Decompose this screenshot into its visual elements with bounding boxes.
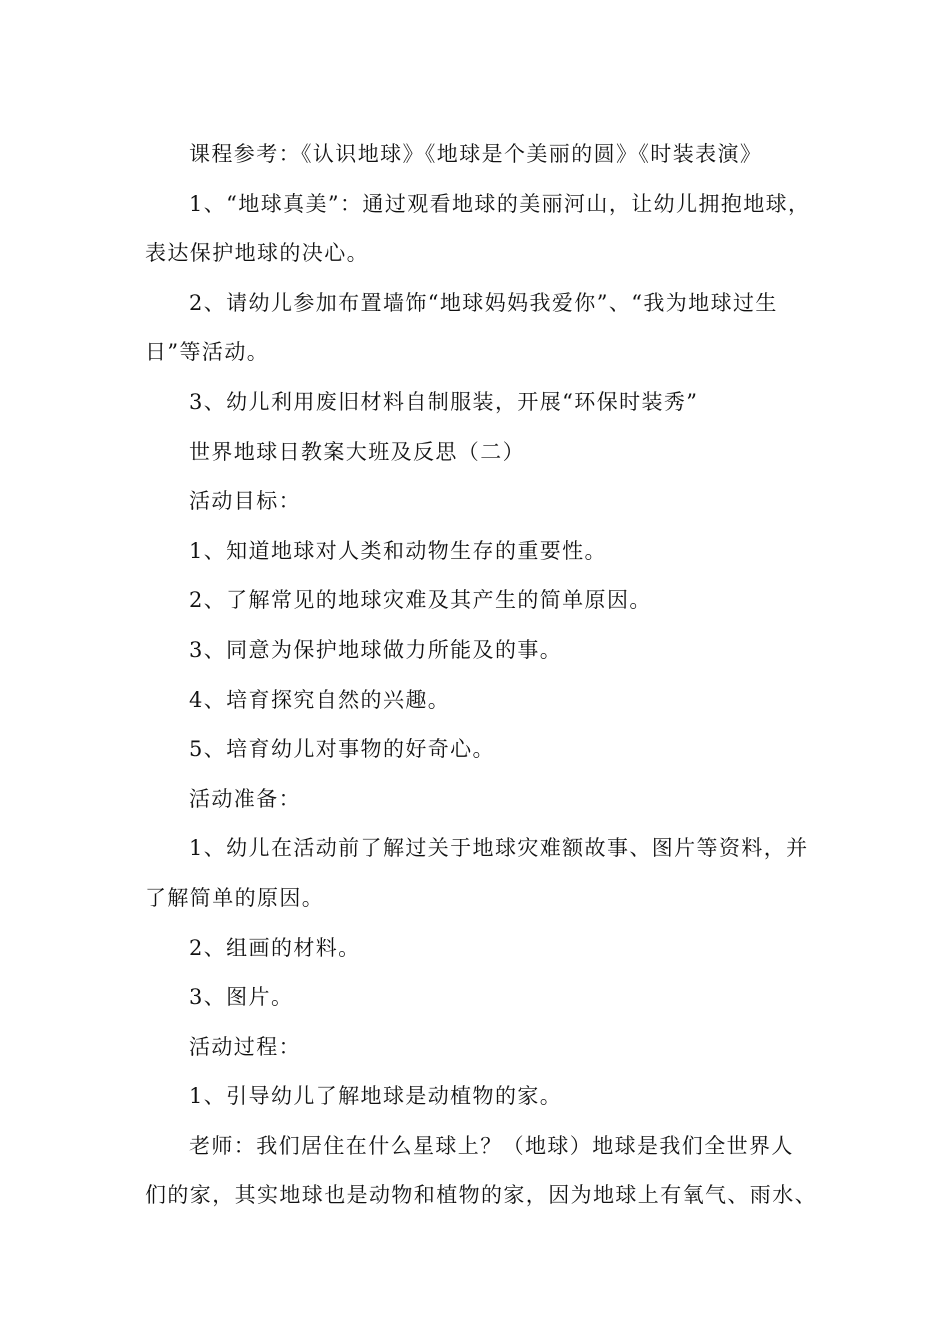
goal-item-2 <box>145 576 825 626</box>
text-line: 老师：我们居住在什么星球上？（地球）地球是我们全世界人 <box>189 1133 794 1158</box>
document-body <box>145 130 825 1221</box>
text-line: 课程参考：《认识地球》《地球是个美丽的圆》《时装表演》 <box>189 142 763 166</box>
text-line: 5、培育幼儿对事物的好奇心。 <box>189 737 495 762</box>
paragraph-item-2 <box>145 279 825 378</box>
heading-activity-preparation <box>145 775 825 825</box>
process-item-1 <box>145 1072 825 1122</box>
text-line: 2、组画的材料。 <box>189 935 361 960</box>
paragraph-item-1 <box>145 180 825 279</box>
text-line: 1、知道地球对人类和动物生存的重要性。 <box>189 538 607 563</box>
heading-activity-goals <box>145 477 825 527</box>
text-line: 活动过程： <box>189 1034 301 1059</box>
text-line: 们的家，其实地球也是动物和植物的家，因为地球上有氧气、雨水、 <box>145 1183 817 1208</box>
text-line: 2、了解常见的地球灾难及其产生的简单原因。 <box>189 588 652 613</box>
text-line: 世界地球日教案大班及反思（二） <box>189 439 525 464</box>
text-line: 日”等活动。 <box>145 340 270 365</box>
text-line: 了解简单的原因。 <box>145 885 325 910</box>
preparation-item-1 <box>145 824 825 923</box>
goal-item-5 <box>145 725 825 775</box>
teacher-dialogue <box>145 1122 825 1221</box>
heading-activity-process <box>145 1023 825 1073</box>
text-line: 3、同意为保护地球做力所能及的事。 <box>189 637 563 662</box>
text-line: 1、“地球真美”：通过观看地球的美丽河山，让幼儿拥抱地球， <box>189 191 811 216</box>
text-line: 1、幼儿在活动前了解过关于地球灾难额故事、图片等资料，并 <box>189 836 809 861</box>
text-line: 3、图片。 <box>189 985 294 1010</box>
paragraph-item-3 <box>145 378 825 428</box>
paragraph-course-reference <box>145 130 825 180</box>
text-line: 1、引导幼儿了解地球是动植物的家。 <box>189 1084 563 1109</box>
text-line: 活动目标： <box>189 489 301 514</box>
preparation-item-3 <box>145 973 825 1023</box>
preparation-item-2 <box>145 924 825 974</box>
goal-item-1 <box>145 527 825 577</box>
text-line: 活动准备： <box>189 786 301 811</box>
section-title <box>145 428 825 478</box>
goal-item-3 <box>145 626 825 676</box>
goal-item-4 <box>145 676 825 726</box>
text-line: 3、幼儿利用废旧材料自制服装，开展“环保时装秀” <box>189 389 699 414</box>
text-line: 表达保护地球的决心。 <box>145 241 369 266</box>
text-line: 4、培育探究自然的兴趣。 <box>189 687 451 712</box>
text-line: 2、请幼儿参加布置墙饰“地球妈妈我爱你”、“我为地球过生 <box>189 290 778 315</box>
